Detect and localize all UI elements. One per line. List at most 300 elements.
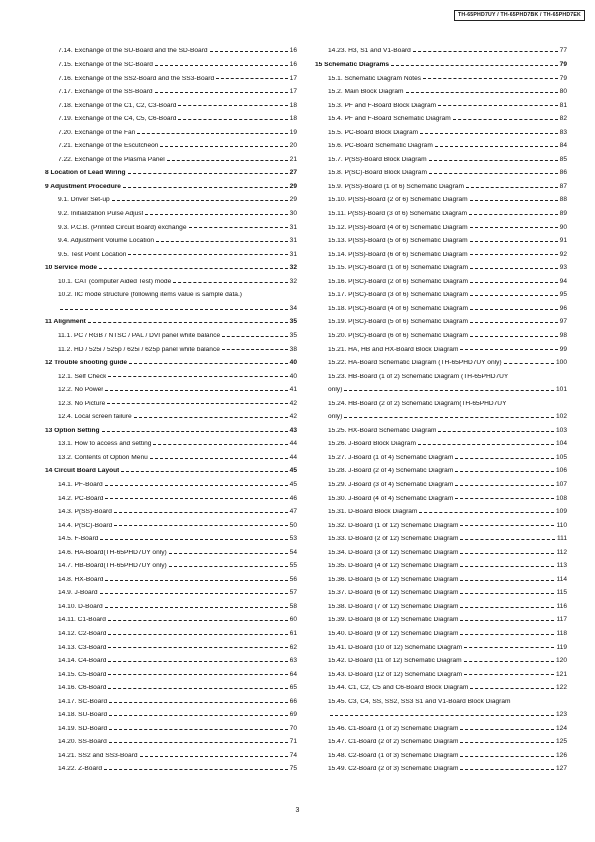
- dot-leader: [470, 254, 558, 255]
- dot-leader: [112, 200, 288, 201]
- toc-page-number: 103: [555, 426, 567, 434]
- toc-section-entry[interactable]: [45, 424, 297, 438]
- toc-page-number: 118: [556, 629, 567, 637]
- toc-entry[interactable]: [315, 411, 567, 425]
- toc-entry-title: 11 Alignment: [45, 319, 86, 326]
- toc-entry[interactable]: [45, 384, 297, 398]
- dot-leader: [88, 322, 288, 323]
- dot-leader: [423, 78, 558, 79]
- toc-page-number: 105: [555, 453, 567, 461]
- toc-entry[interactable]: [315, 167, 567, 181]
- toc-page-number: 113: [556, 562, 567, 570]
- toc-entry[interactable]: [45, 411, 297, 425]
- toc-entry-title: 9.4. Adjustment Volume Location: [58, 238, 155, 245]
- toc-entry[interactable]: [315, 86, 567, 100]
- toc-entry[interactable]: [45, 221, 297, 235]
- toc-entry[interactable]: [45, 438, 297, 452]
- toc-entry[interactable]: [45, 451, 297, 465]
- toc-entry[interactable]: [315, 384, 567, 398]
- toc-entry[interactable]: [45, 59, 297, 73]
- toc-entry[interactable]: [315, 749, 567, 763]
- toc-entry[interactable]: [45, 682, 297, 696]
- toc-entry-title: 15.39. D-Board (8 of 12) Schematic Diagram: [328, 617, 459, 624]
- dot-leader: [438, 105, 558, 106]
- toc-entry[interactable]: [45, 289, 297, 303]
- dot-leader: [470, 200, 558, 201]
- toc-entry[interactable]: [45, 546, 297, 560]
- dot-leader: [470, 322, 558, 323]
- toc-entry[interactable]: [45, 614, 297, 628]
- toc-page-number: 117: [556, 616, 567, 624]
- toc-entry[interactable]: [315, 180, 567, 194]
- toc-section-entry[interactable]: [45, 465, 297, 479]
- dot-leader: [123, 187, 288, 188]
- toc-entry[interactable]: [315, 695, 567, 709]
- toc-entry[interactable]: [315, 438, 567, 452]
- dot-leader: [460, 729, 554, 730]
- toc-entry-title: 14.7. HB-Board(TH-65PHD7UY only): [58, 563, 167, 570]
- toc-entry[interactable]: [315, 600, 567, 614]
- toc-page-number: 114: [556, 575, 567, 583]
- toc-entry[interactable]: [315, 451, 567, 465]
- toc-entry[interactable]: [315, 763, 567, 777]
- dot-leader: [108, 634, 287, 635]
- toc-entry-title: 14.6. HA-Board(TH-65PHD7UY only): [58, 549, 167, 556]
- dot-leader: [460, 580, 554, 581]
- dot-leader: [109, 715, 288, 716]
- toc-entry-title: 14.2. PC-Board: [58, 495, 104, 502]
- toc-entry[interactable]: [315, 519, 567, 533]
- toc-entry[interactable]: [315, 126, 567, 140]
- toc-page-number: 97: [559, 318, 567, 326]
- toc-page-number: 82: [559, 115, 567, 123]
- dot-leader: [109, 742, 288, 743]
- toc-page-number: 45: [289, 480, 297, 488]
- toc-entry[interactable]: [315, 221, 567, 235]
- toc-page-number: 85: [559, 155, 567, 163]
- toc-entry[interactable]: [45, 248, 297, 262]
- dot-leader: [222, 336, 287, 337]
- toc-page-number: 80: [559, 88, 567, 96]
- toc-section-entry[interactable]: [45, 262, 297, 276]
- toc-entry-title: 14.11. C1-Board: [58, 617, 106, 624]
- toc-entry-title: 14.9. J-Board: [58, 590, 98, 597]
- toc-entry[interactable]: [45, 600, 297, 614]
- dot-leader: [466, 187, 558, 188]
- toc-entry-title: 15.49. C2-Board (2 of 3) Schematic Diagram: [328, 766, 459, 773]
- toc-entry-title: 15.17. P(SC)-Board (3 of 6) Schematic Diagram: [328, 292, 468, 299]
- toc-entry-title: 11.1. PC / RGB / NTSC / PAL / DVI panel white balance: [58, 332, 221, 339]
- dot-leader: [100, 593, 288, 594]
- dot-leader: [105, 607, 288, 608]
- toc-entry[interactable]: [45, 519, 297, 533]
- toc-entry-title: 15.7. P(SS)-Board Block Diagram: [328, 156, 427, 163]
- toc-entry[interactable]: [315, 479, 567, 493]
- dot-leader: [150, 458, 288, 459]
- toc-page-number: 53: [289, 535, 297, 543]
- toc-page-number: 92: [559, 250, 567, 258]
- dot-leader: [105, 485, 288, 486]
- toc-entry[interactable]: [45, 763, 297, 777]
- toc-page-number: 35: [289, 331, 297, 339]
- toc-entry[interactable]: [315, 153, 567, 167]
- toc-page-number: 88: [559, 196, 567, 204]
- toc-entry-title: 15.21. HA, HB and HX-Board Block Diagram: [328, 346, 459, 353]
- toc-entry[interactable]: [315, 641, 567, 655]
- toc-entry-title: 15.19. P(SC)-Board (5 of 6) Schematic Diagram: [328, 319, 468, 326]
- toc-entry[interactable]: [45, 397, 297, 411]
- dot-leader: [155, 65, 288, 66]
- dot-leader: [460, 539, 555, 540]
- toc-entry-title: 15.31. D-Board Block Diagram: [328, 509, 418, 516]
- toc-entry[interactable]: [315, 208, 567, 222]
- toc-entry[interactable]: [315, 424, 567, 438]
- toc-entry-title: 15.28. J-Board (2 of 4) Schematic Diagram: [328, 468, 454, 475]
- toc-entry[interactable]: [45, 628, 297, 642]
- toc-entry[interactable]: [315, 397, 567, 411]
- toc-entry-title: 15.8. P(SC)-Board Block Diagram: [328, 170, 427, 177]
- toc-entry-title: 15.1. Schematic Diagram Notes: [328, 75, 422, 82]
- toc-entry-title: 14.13. C3-Board: [58, 644, 107, 651]
- toc-entry[interactable]: [45, 45, 297, 59]
- toc-entry[interactable]: [45, 736, 297, 750]
- toc-page-number: 110: [556, 521, 567, 529]
- toc-entry[interactable]: [315, 546, 567, 560]
- toc-entry[interactable]: [45, 329, 297, 343]
- toc-entry[interactable]: [315, 45, 567, 59]
- toc-page-number: 57: [289, 589, 297, 597]
- toc-entry-title: only): [328, 387, 343, 394]
- dot-leader: [470, 309, 558, 310]
- dot-leader: [330, 715, 554, 716]
- toc-column-right: [315, 45, 567, 777]
- dot-leader: [178, 119, 287, 120]
- toc-entry[interactable]: [315, 628, 567, 642]
- toc-page-number: 18: [289, 115, 297, 123]
- toc-entry[interactable]: [45, 302, 297, 316]
- toc-entry[interactable]: [315, 736, 567, 750]
- toc-page-number: 31: [289, 250, 297, 258]
- toc-page-number: 50: [289, 521, 297, 529]
- toc-entry[interactable]: [45, 668, 297, 682]
- toc-page-number: 79: [559, 61, 567, 69]
- toc-entry[interactable]: [315, 533, 567, 547]
- dot-leader: [114, 525, 287, 526]
- toc-entry[interactable]: [315, 275, 567, 289]
- toc-entry[interactable]: [45, 560, 297, 574]
- toc-entry-title: 14.15. C5-Board: [58, 671, 107, 678]
- toc-page-number: 60: [289, 616, 297, 624]
- toc-entry[interactable]: [45, 208, 297, 222]
- toc-entry[interactable]: [315, 329, 567, 343]
- toc-entry-title: 15.16. P(SC)-Board (2 of 6) Schematic Diagram: [328, 278, 468, 285]
- toc-page-number: 81: [559, 101, 567, 109]
- toc-entry[interactable]: [45, 506, 297, 520]
- toc-entry-title: 15.26. J-Board Block Diagram: [328, 441, 416, 448]
- toc-entry[interactable]: [315, 262, 567, 276]
- toc-section-entry[interactable]: [45, 357, 297, 371]
- toc-page-number: 16: [289, 61, 297, 69]
- toc-entry[interactable]: [315, 99, 567, 113]
- toc-entry[interactable]: [315, 682, 567, 696]
- dot-leader: [145, 214, 287, 215]
- dot-leader: [169, 553, 288, 554]
- dot-leader: [429, 160, 558, 161]
- dot-leader: [128, 173, 288, 174]
- toc-page-number: 87: [559, 182, 567, 190]
- toc-page-number: 32: [289, 264, 297, 272]
- dot-leader: [470, 282, 558, 283]
- dot-leader: [210, 51, 288, 52]
- toc-entry[interactable]: [315, 140, 567, 154]
- dot-leader: [156, 241, 288, 242]
- toc-entry-title: 14.23. H3, S1 and V1-Board: [328, 48, 411, 55]
- toc-page-number: 32: [289, 277, 297, 285]
- toc-entry-title: 15.45. C3, C4, SS, SS2, SS3 S1 and V1-Board Block Diagram: [328, 698, 511, 705]
- toc-entry-title: 15.11. P(SS)-Board (3 of 6) Schematic Diagram: [328, 211, 468, 218]
- toc-page-number: 98: [559, 331, 567, 339]
- toc-entry[interactable]: [45, 709, 297, 723]
- toc-entry[interactable]: [315, 235, 567, 249]
- toc-page-number: 107: [555, 480, 567, 488]
- dot-leader: [464, 661, 554, 662]
- dot-leader: [189, 227, 288, 228]
- toc-section-entry[interactable]: [315, 59, 567, 73]
- dot-leader: [419, 512, 554, 513]
- toc-page-number: 29: [289, 182, 297, 190]
- toc-entry-title: 15.20. P(SC)-Board (6 of 6) Schematic Diagram: [328, 332, 468, 339]
- toc-entry-title: 15.9. P(SS)-Board (1 of 6) Schematic Diagram: [328, 183, 464, 190]
- toc-page-number: 63: [289, 657, 297, 665]
- toc-page-number: 95: [559, 291, 567, 299]
- toc-page-number: 77: [559, 47, 567, 55]
- toc-entry[interactable]: [45, 275, 297, 289]
- toc-entry[interactable]: [315, 113, 567, 127]
- toc-entry[interactable]: [45, 479, 297, 493]
- dot-leader: [453, 119, 558, 120]
- dot-leader: [104, 769, 288, 770]
- toc-entry-title: 14.21. SS2 and SS3-Board: [58, 752, 138, 759]
- toc-entry-title: 14.20. SS-Board: [58, 739, 107, 746]
- toc-entry[interactable]: [45, 695, 297, 709]
- dot-leader: [460, 634, 554, 635]
- toc-page-number: 45: [289, 467, 297, 475]
- toc-page-number: 30: [289, 210, 297, 218]
- toc-entry-title: 15.22. HA-Board Schematic Diagram (TH-65PHD7UY only): [328, 360, 502, 367]
- toc-entry[interactable]: [315, 316, 567, 330]
- dot-leader: [460, 525, 554, 526]
- toc-entry[interactable]: [45, 153, 297, 167]
- dot-leader: [178, 105, 287, 106]
- dot-leader: [460, 593, 554, 594]
- dot-leader: [153, 444, 287, 445]
- toc-page-number: 69: [289, 711, 297, 719]
- toc-page-number: 17: [289, 88, 297, 96]
- toc-page-number: 64: [289, 670, 297, 678]
- toc-entry[interactable]: [45, 113, 297, 127]
- toc-page-number: 61: [289, 629, 297, 637]
- toc-entry[interactable]: [45, 99, 297, 113]
- toc-entry-title: 15.24. HB-Board (2 of 2) Schematic Diagram(TH-65PHD7UY: [328, 400, 507, 407]
- toc-entry-title: 14.10. D-Board: [58, 603, 103, 610]
- toc-entry-title: 15.42. D-Board (11 of 12) Schematic Diagram: [328, 658, 462, 665]
- toc-entry-title: 14.8. HX-Board: [58, 576, 104, 583]
- toc-entry[interactable]: [315, 573, 567, 587]
- toc-entry-title: 10.1. CAT (computer Aided Test) mode: [58, 278, 172, 285]
- dot-leader: [470, 241, 558, 242]
- toc-entry[interactable]: [315, 465, 567, 479]
- dot-leader: [114, 512, 288, 513]
- dot-leader: [460, 620, 554, 621]
- toc-page-number: 40: [289, 372, 297, 380]
- toc-page-number: 89: [559, 210, 567, 218]
- dot-leader: [391, 65, 558, 66]
- toc-page-number: 17: [289, 74, 297, 82]
- toc-entry[interactable]: [315, 668, 567, 682]
- dot-leader: [155, 92, 288, 93]
- dot-leader: [134, 417, 288, 418]
- toc-entry-title: 7.18. Exchange of the C1, C2, C3-Board: [58, 102, 177, 109]
- dot-leader: [105, 498, 287, 499]
- toc-entry-title: 14.14. C4-Board: [58, 658, 107, 665]
- toc-page-number: 70: [289, 724, 297, 732]
- toc-entry-title: 10.2. IIC mode structure (following items value is sample data.): [58, 292, 242, 299]
- toc-entry[interactable]: [315, 343, 567, 357]
- toc-entry[interactable]: [45, 533, 297, 547]
- toc-entry-title: 15 Schematic Diagrams: [315, 62, 390, 69]
- toc-page-number: 116: [556, 602, 567, 610]
- toc-entry[interactable]: [315, 72, 567, 86]
- dot-leader: [129, 363, 288, 364]
- toc-page-number: 21: [289, 155, 297, 163]
- toc-entry[interactable]: [45, 573, 297, 587]
- toc-entry[interactable]: [315, 357, 567, 371]
- toc-page-number: 55: [289, 562, 297, 570]
- toc-entry[interactable]: [45, 655, 297, 669]
- toc-entry[interactable]: [315, 194, 567, 208]
- toc-entry-title: 14 Circuit Board Layout: [45, 468, 120, 475]
- toc-entry[interactable]: [315, 655, 567, 669]
- dot-leader: [470, 295, 558, 296]
- toc-page-number: 62: [289, 643, 297, 651]
- toc-section-entry[interactable]: [45, 180, 297, 194]
- dot-leader: [128, 254, 287, 255]
- toc-page-number: 106: [555, 467, 567, 475]
- dot-leader: [460, 349, 557, 350]
- toc-page-number: 40: [289, 359, 297, 367]
- dot-leader: [102, 431, 288, 432]
- toc-section-entry[interactable]: [45, 167, 297, 181]
- toc-entry-title: 7.22. Exchange of the Plasma Panel: [58, 156, 165, 163]
- toc-entry[interactable]: [45, 72, 297, 86]
- dot-leader: [109, 729, 288, 730]
- toc-entry[interactable]: [315, 302, 567, 316]
- toc-entry[interactable]: [45, 492, 297, 506]
- toc-entry[interactable]: [315, 289, 567, 303]
- toc-entry-title: 15.13. P(SS)-Board (5 of 6) Schematic Diagram: [328, 238, 468, 245]
- toc-page-number: 35: [289, 318, 297, 326]
- toc-entry-title: 15.43. D-Board (12 of 12) Schematic Diagram: [328, 671, 463, 678]
- toc-entry[interactable]: [45, 587, 297, 601]
- toc-entry[interactable]: [45, 641, 297, 655]
- dot-leader: [460, 742, 554, 743]
- toc-page-number: 122: [555, 684, 567, 692]
- toc-entry-title: 15.38. D-Board (7 of 12) Schematic Diagram: [328, 603, 459, 610]
- toc-entry[interactable]: [315, 709, 567, 723]
- toc-section-entry[interactable]: [45, 316, 297, 330]
- toc-entry-title: 15.23. HB-Board (1 of 2) Schematic Diagram (TH-65PHD7UY: [328, 373, 509, 380]
- toc-page-number: 56: [289, 575, 297, 583]
- toc-page-number: 71: [289, 738, 297, 746]
- toc-entry-title: 15.47. C1-Board (2 of 2) Schematic Diagram: [328, 739, 459, 746]
- toc-entry[interactable]: [315, 370, 567, 384]
- toc-entry[interactable]: [315, 722, 567, 736]
- toc-entry[interactable]: [45, 235, 297, 249]
- toc-entry[interactable]: [45, 343, 297, 357]
- toc-entry-title: 9.5. Test Point Location: [58, 251, 127, 258]
- dot-leader: [344, 417, 554, 418]
- toc-entry-title: 15.32. D-Board (1 of 12) Schematic Diagram: [328, 522, 459, 529]
- toc-entry[interactable]: [45, 86, 297, 100]
- toc-entry-title: 12.1. Self Check: [58, 373, 107, 380]
- toc-entry-title: 15.4. PF and F-Board Schematic Diagram: [328, 116, 451, 123]
- toc-entry-title: 15.33. D-Board (2 of 12) Schematic Diagram: [328, 536, 459, 543]
- toc-entry-title: 15.15. P(SC)-Board (1 of 6) Schematic Diagram: [328, 265, 468, 272]
- dot-leader: [470, 688, 554, 689]
- dot-leader: [100, 539, 287, 540]
- toc-entry-title: 14.1. PF-Board: [58, 481, 103, 488]
- toc-page-number: 108: [555, 494, 567, 502]
- toc-entry-title: 13 Option Setting: [45, 427, 100, 434]
- dot-leader: [169, 566, 288, 567]
- toc-entry[interactable]: [45, 194, 297, 208]
- toc-page-number: 109: [555, 508, 567, 516]
- dot-leader: [504, 363, 554, 364]
- toc-entry[interactable]: [315, 587, 567, 601]
- dot-leader: [105, 390, 287, 391]
- toc-entry-title: 15.5. PC-Board Block Diagram: [328, 129, 419, 136]
- toc-page-number: 79: [559, 74, 567, 82]
- toc-entry[interactable]: [315, 560, 567, 574]
- dot-leader: [105, 580, 287, 581]
- toc-page-number: 104: [555, 440, 567, 448]
- toc-entry[interactable]: [45, 722, 297, 736]
- toc-entry-title: 14.22. Z-Board: [58, 766, 102, 773]
- toc-entry[interactable]: [315, 614, 567, 628]
- toc-page-number: 66: [289, 697, 297, 705]
- toc-entry[interactable]: [315, 248, 567, 262]
- toc-entry[interactable]: [45, 126, 297, 140]
- toc-page-number: 27: [289, 169, 297, 177]
- toc-entry[interactable]: [45, 140, 297, 154]
- toc-entry[interactable]: [315, 506, 567, 520]
- dot-leader: [222, 349, 288, 350]
- dot-leader: [137, 133, 287, 134]
- toc-entry-title: 12.4. Local screen failure: [58, 414, 132, 421]
- toc-entry-title: 15.48. C2-Board (1 of 3) Schematic Diagram: [328, 752, 459, 759]
- toc-entry[interactable]: [315, 492, 567, 506]
- toc-entry-title: 15.2. Main Block Diagram: [328, 89, 404, 96]
- toc-entry-title: 14.5. F-Board: [58, 536, 99, 543]
- toc-entry-title: 15.34. D-Board (3 of 12) Schematic Diagram: [328, 549, 459, 556]
- toc-page-number: 90: [559, 223, 567, 231]
- toc-page-number: 31: [289, 237, 297, 245]
- toc-entry-title: 14.12. C2-Board: [58, 630, 107, 637]
- toc-entry[interactable]: [45, 749, 297, 763]
- dot-leader: [455, 498, 554, 499]
- toc-entry[interactable]: [45, 370, 297, 384]
- toc-entry-title: 15.41. D-Board (10 of 12) Schematic Diagram: [328, 644, 463, 651]
